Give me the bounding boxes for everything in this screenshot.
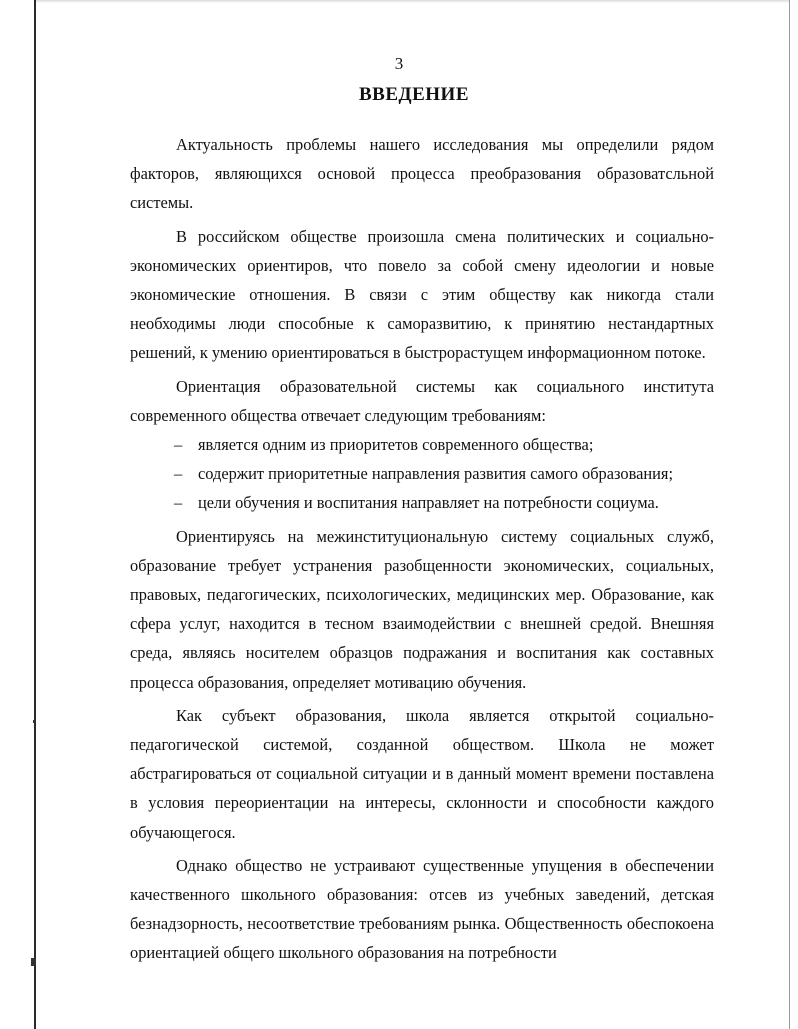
scan-top-edge <box>36 0 790 3</box>
paragraph: Ориентация образовательной системы как социального института современного общества отвечает следующим требованиям: <box>130 376 714 425</box>
list-item <box>130 430 714 459</box>
paragraph: Ориентируясь на межинституциональную систему социальных служб, образование требует устранения разобщенности экономических, социальных, правовых, педагогических, психологических, медицинских мер. Образование, как сфера услуг, находится в тесном взаимодействии с внешней средой. Внешняя среда, являясь носителем образцов подражания и воспитания как составных процесса образования, определяет мотивацию обучения. <box>130 526 714 692</box>
page-number: 3 <box>394 54 404 73</box>
paragraph: Как субъект образования, школа является открытой социально-педагогической системой, созданной обществом. Школа не может абстрагироваться от социальной ситуации и в данный момент времени поставлена в условия переориентации на интересы, склонности и способности каждого обучающегося. <box>130 705 714 842</box>
list-dash: – <box>174 435 183 455</box>
paragraph: Актуальность проблемы нашего исследования мы определили рядом факторов, являющихся основой процесса преобразования образоватсльной системы. <box>130 135 714 213</box>
requirements-list <box>130 430 714 518</box>
paragraph: Однако общество не устраивают существенные упущения в обеспечении качественного школьного образования: отсев из учебных заведений, детская безнадзорность, несоответствие требованиям рынка. Общественность обеспокоена ориентацией общего школьного образования на потребности <box>130 855 714 963</box>
page-title: ВВЕДЕНИЕ <box>359 84 469 105</box>
list-item-text: цели обучения и воспитания направляет на потребности социума. <box>198 493 659 513</box>
scan-left-border <box>34 0 36 1029</box>
paragraph: В российском обществе произошла смена политических и социально-экономических ориентиров, что повело за собой смену идеологии и новые экономические отношения. В связи с этим обществу как никогда стали необходимы люди способные к саморазвитию, к принятию нестандартных решений, к умению ориентироваться в быстрорастущем информационном потоке. <box>130 226 714 363</box>
list-dash: – <box>174 493 183 513</box>
list-item-text: является одним из приоритетов современного общества; <box>198 435 594 455</box>
list-dash: – <box>174 464 183 484</box>
scan-speck <box>33 720 36 723</box>
scan-speck <box>31 958 36 966</box>
list-item <box>130 459 714 488</box>
document-body <box>130 130 714 968</box>
scan-right-border <box>789 0 790 1029</box>
list-item <box>130 488 714 517</box>
list-item-text: содержит приоритетные направления развития самого образования; <box>198 464 674 484</box>
